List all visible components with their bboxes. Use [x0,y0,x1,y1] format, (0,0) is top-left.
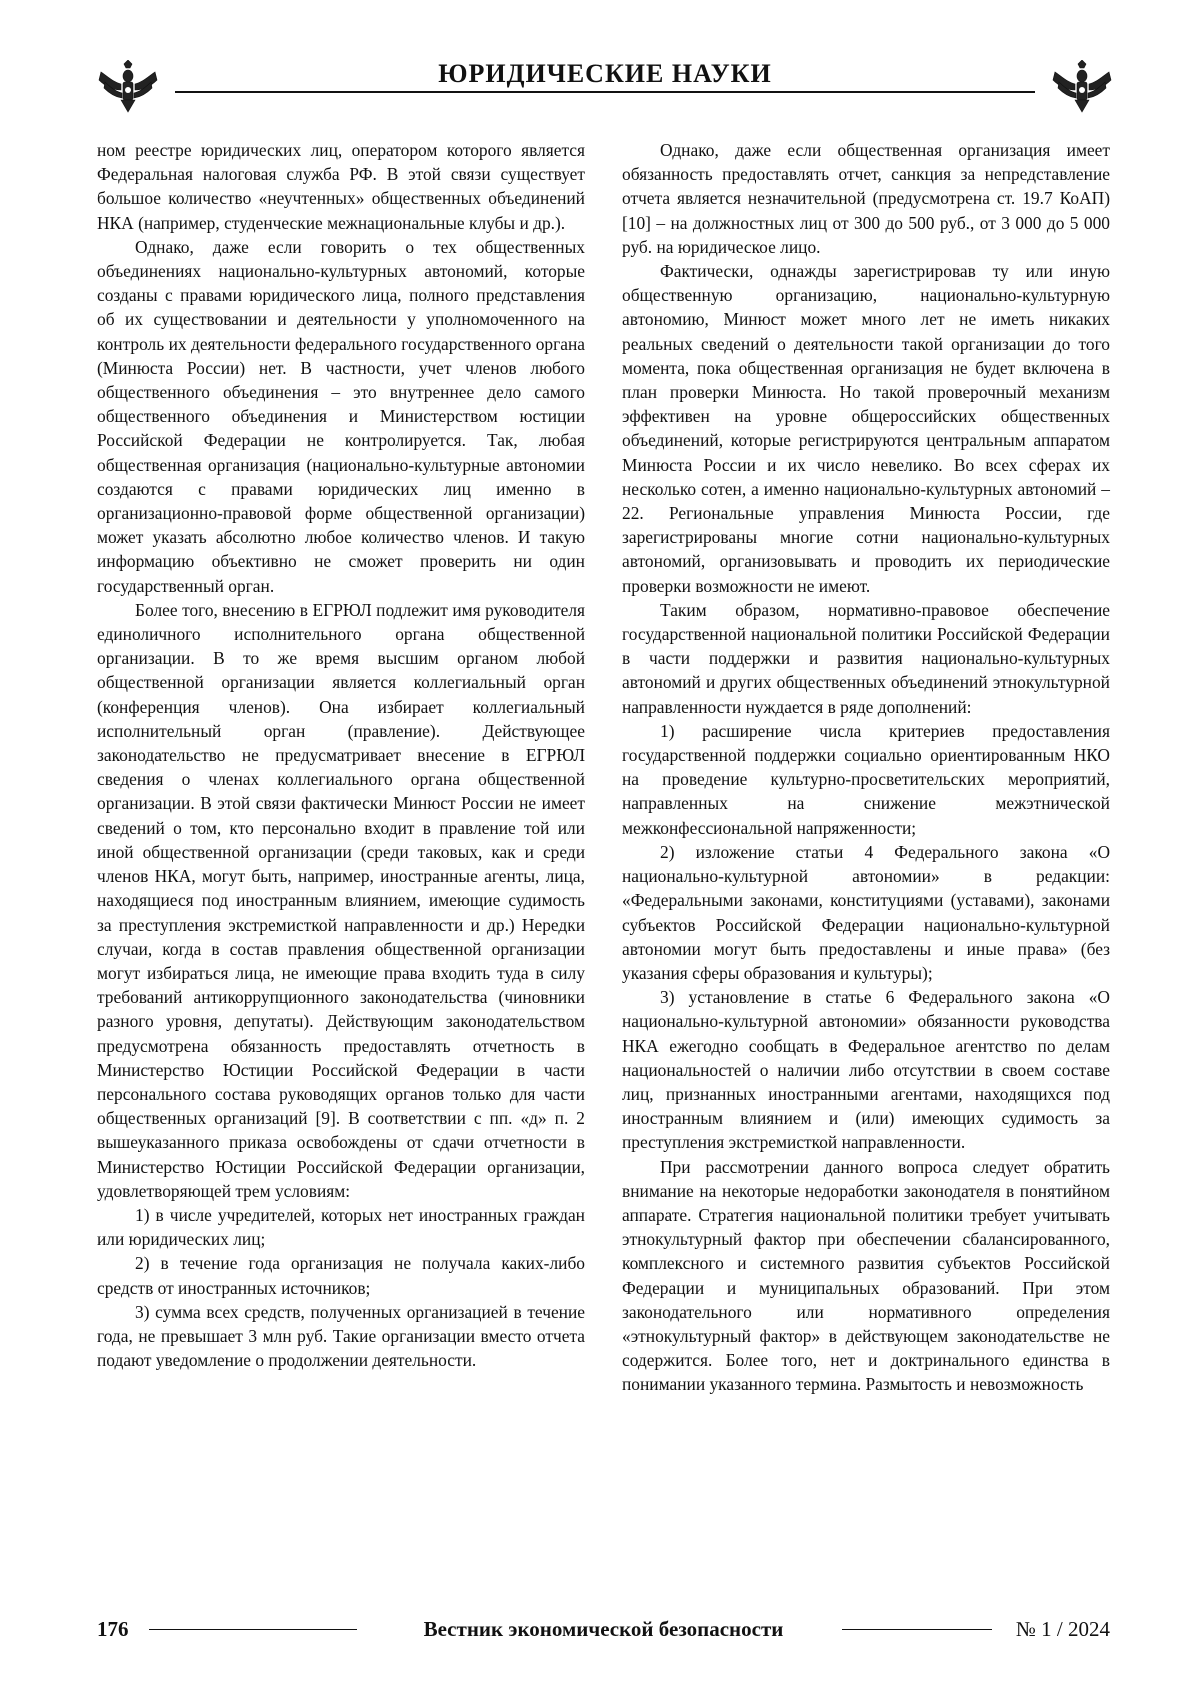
left-column [97,138,585,1372]
paragraph: Однако, даже если говорить о тех общественных объединениях национально-культурных автономий, которые созданы с правами юридического лица, полного представления об их существовании и деятельности у уполномоченного на контроль их деятельности федерального государственного органа (Минюста России) нет. В частности, учет членов любого общественного объединения – это внутреннее дело самого общественного объединения и Министерством юстиции Российской Федерации не контролируется. Так, любая общественная организация (национально-культурные автономии создаются с правами юридических лиц именно в организационно-правовой форме общественной организации) может указать абсолютно любое количество членов. И такую информацию объективно не сможет проверить ни один государственный орган. [97,236,585,596]
issue-number: № 1 / 2024 [1015,1617,1110,1641]
paragraph: Однако, даже если общественная организация имеет обязанность предоставлять отчет, санкция за непредставление отчета является незначительной (предусмотрена ст. 19.7 КоАП) [10] – на должностных лиц от 300 до 500 руб., от 3 000 до 5 000 руб. на юридическое лицо. [622,140,1110,257]
list-item: 3) сумма всех средств, полученных организацией в течение года, не превышает 3 млн руб. Такие организации вместо отчета подают уведомление о продолжении деятельности. [97,1301,585,1371]
right-column [622,138,1110,1397]
page-number: 176 [97,1617,129,1641]
eagle-emblem-icon [1049,60,1115,116]
paragraph: Фактически, однажды зарегистрировав ту или иную общественную организацию, национально-культурную автономию, Минюст может много лет не иметь никаких реальных сведений о деятельности такой организации до того момента, пока общественная организация не будет включена в план проверки Минюста. Но такой проверочный механизм эффективен на уровне общероссийских общественных объединений, которые регистрируются центральным аппаратом Минюста России и их число невелико. Во всех сферах их несколько сотен, а именно национально-культурных автономий – 22. Региональные управления Минюста России, где зарегистрированы многие сотни национально-культурных автономий, организовывать и проводить их периодические проверки возможности не имеют. [622,261,1110,596]
list-item: 2) в течение года организация не получала каких-либо средств от иностранных источников; [97,1253,585,1298]
list-item: 3) установление в статье 6 Федерального закона «О национально-культурной автономии» обязанности руководства НКА ежегодно сообщать в Федеральное агентство по делам национальностей о наличии либо отсутствии в своем составе лиц, признанных иностранными агентами, находящихся под иностранным влиянием и (или) имеющих судимость за преступления экстремисткой направленности. [622,987,1110,1153]
list-item: 1) в числе учредителей, которых нет иностранных граждан или юридических лиц; [97,1204,585,1250]
page-footer [97,1617,1110,1647]
list-item: 2) изложение статьи 4 Федерального закона «О национально-культурной автономии» в редакции: «Федеральными законами, конституциями (уставами), законами субъектов Российской Федерации национально-культурной автономии могут быть предоставлены и иные права» (без указания сферы образования и культуры); [622,841,1110,983]
page-header [95,55,1115,115]
paragraph: Таким образом, нормативно-правовое обеспечение государственной национальной политики Российской Федерации в части поддержки и развития национально-культурных автономий и других общественных объединений этнокультурной направленности нуждается в ряде дополнений: [622,599,1110,717]
list-item: 1) расширение числа критериев предоставления государственной поддержки социально ориентированным НКО на проведение культурно-просветительских мероприятий, направленных на снижение межэтнической межконфессиональной напряженности; [622,720,1110,838]
paragraph: При рассмотрении данного вопроса следует обратить внимание на некоторые недоработки законодателя в понятийном аппарате. Стратегия национальной политики требует учитывать этнокультурный фактор при обеспечении сбалансированного, комплексного и системного развития субъектов Российской Федерации и муниципальных образований. При этом законодательного или нормативного определения «этнокультурный фактор» в действующем законодательстве не содержится. Более того, нет и доктринального единства в понимании указанного термина. Размытость и невозможность [622,1156,1110,1395]
paragraph: Более того, внесению в ЕГРЮЛ подлежит имя руководителя единоличного исполнительного органа общественной организации. В то же время высшим органом любой общественной организации является коллегиальный орган (конференция членов). Она избирает коллегиальный исполнительный орган (правление). Действующее законодательство не предусматривает внесение в ЕГРЮЛ сведения о членах коллегиального органа общественной организации. В этой связи фактически Минюст России не имеет сведений о том, кто персонально входит в правление той или иной общественной организации (среди таковых, как и среди членов НКА, могут быть, например, иностранные агенты, лица, находящиеся под иностранным влиянием, имеющие судимость за преступления экстремисткой направленности и др.) Нередки случаи, когда в состав правления общественной организации могут избираться лица, не имеющие права входить туда в силу требований антикоррупционного законодательства (чиновники разного уровня, депутаты). Действующим законодательством предусмотрена обязанность предоставлять отчетность в Министерство Юстиции Российской Федерации в части персонального состава руководящих органов только для части общественных организаций [9]. В соответствии с пп. «д» п. 2 вышеуказанного приказа освобождены от сдачи отчетности в Министерство Юстиции Российской Федерации организации, удовлетворяющей трем условиям: [97,599,585,1201]
header-rule [175,91,1035,93]
journal-name: Вестник экономической безопасности [423,1617,784,1641]
footer-rule [842,1629,992,1630]
section-title: ЮРИДИЧЕСКИЕ НАУКИ [95,59,1115,89]
paragraph: ном реестре юридических лиц, оператором которого является Федеральная налоговая служба РФ. В этой связи существует большое количество «неучтенных» общественных объединений НКА (например, студенческие межнациональные клубы и др.). [97,140,585,233]
